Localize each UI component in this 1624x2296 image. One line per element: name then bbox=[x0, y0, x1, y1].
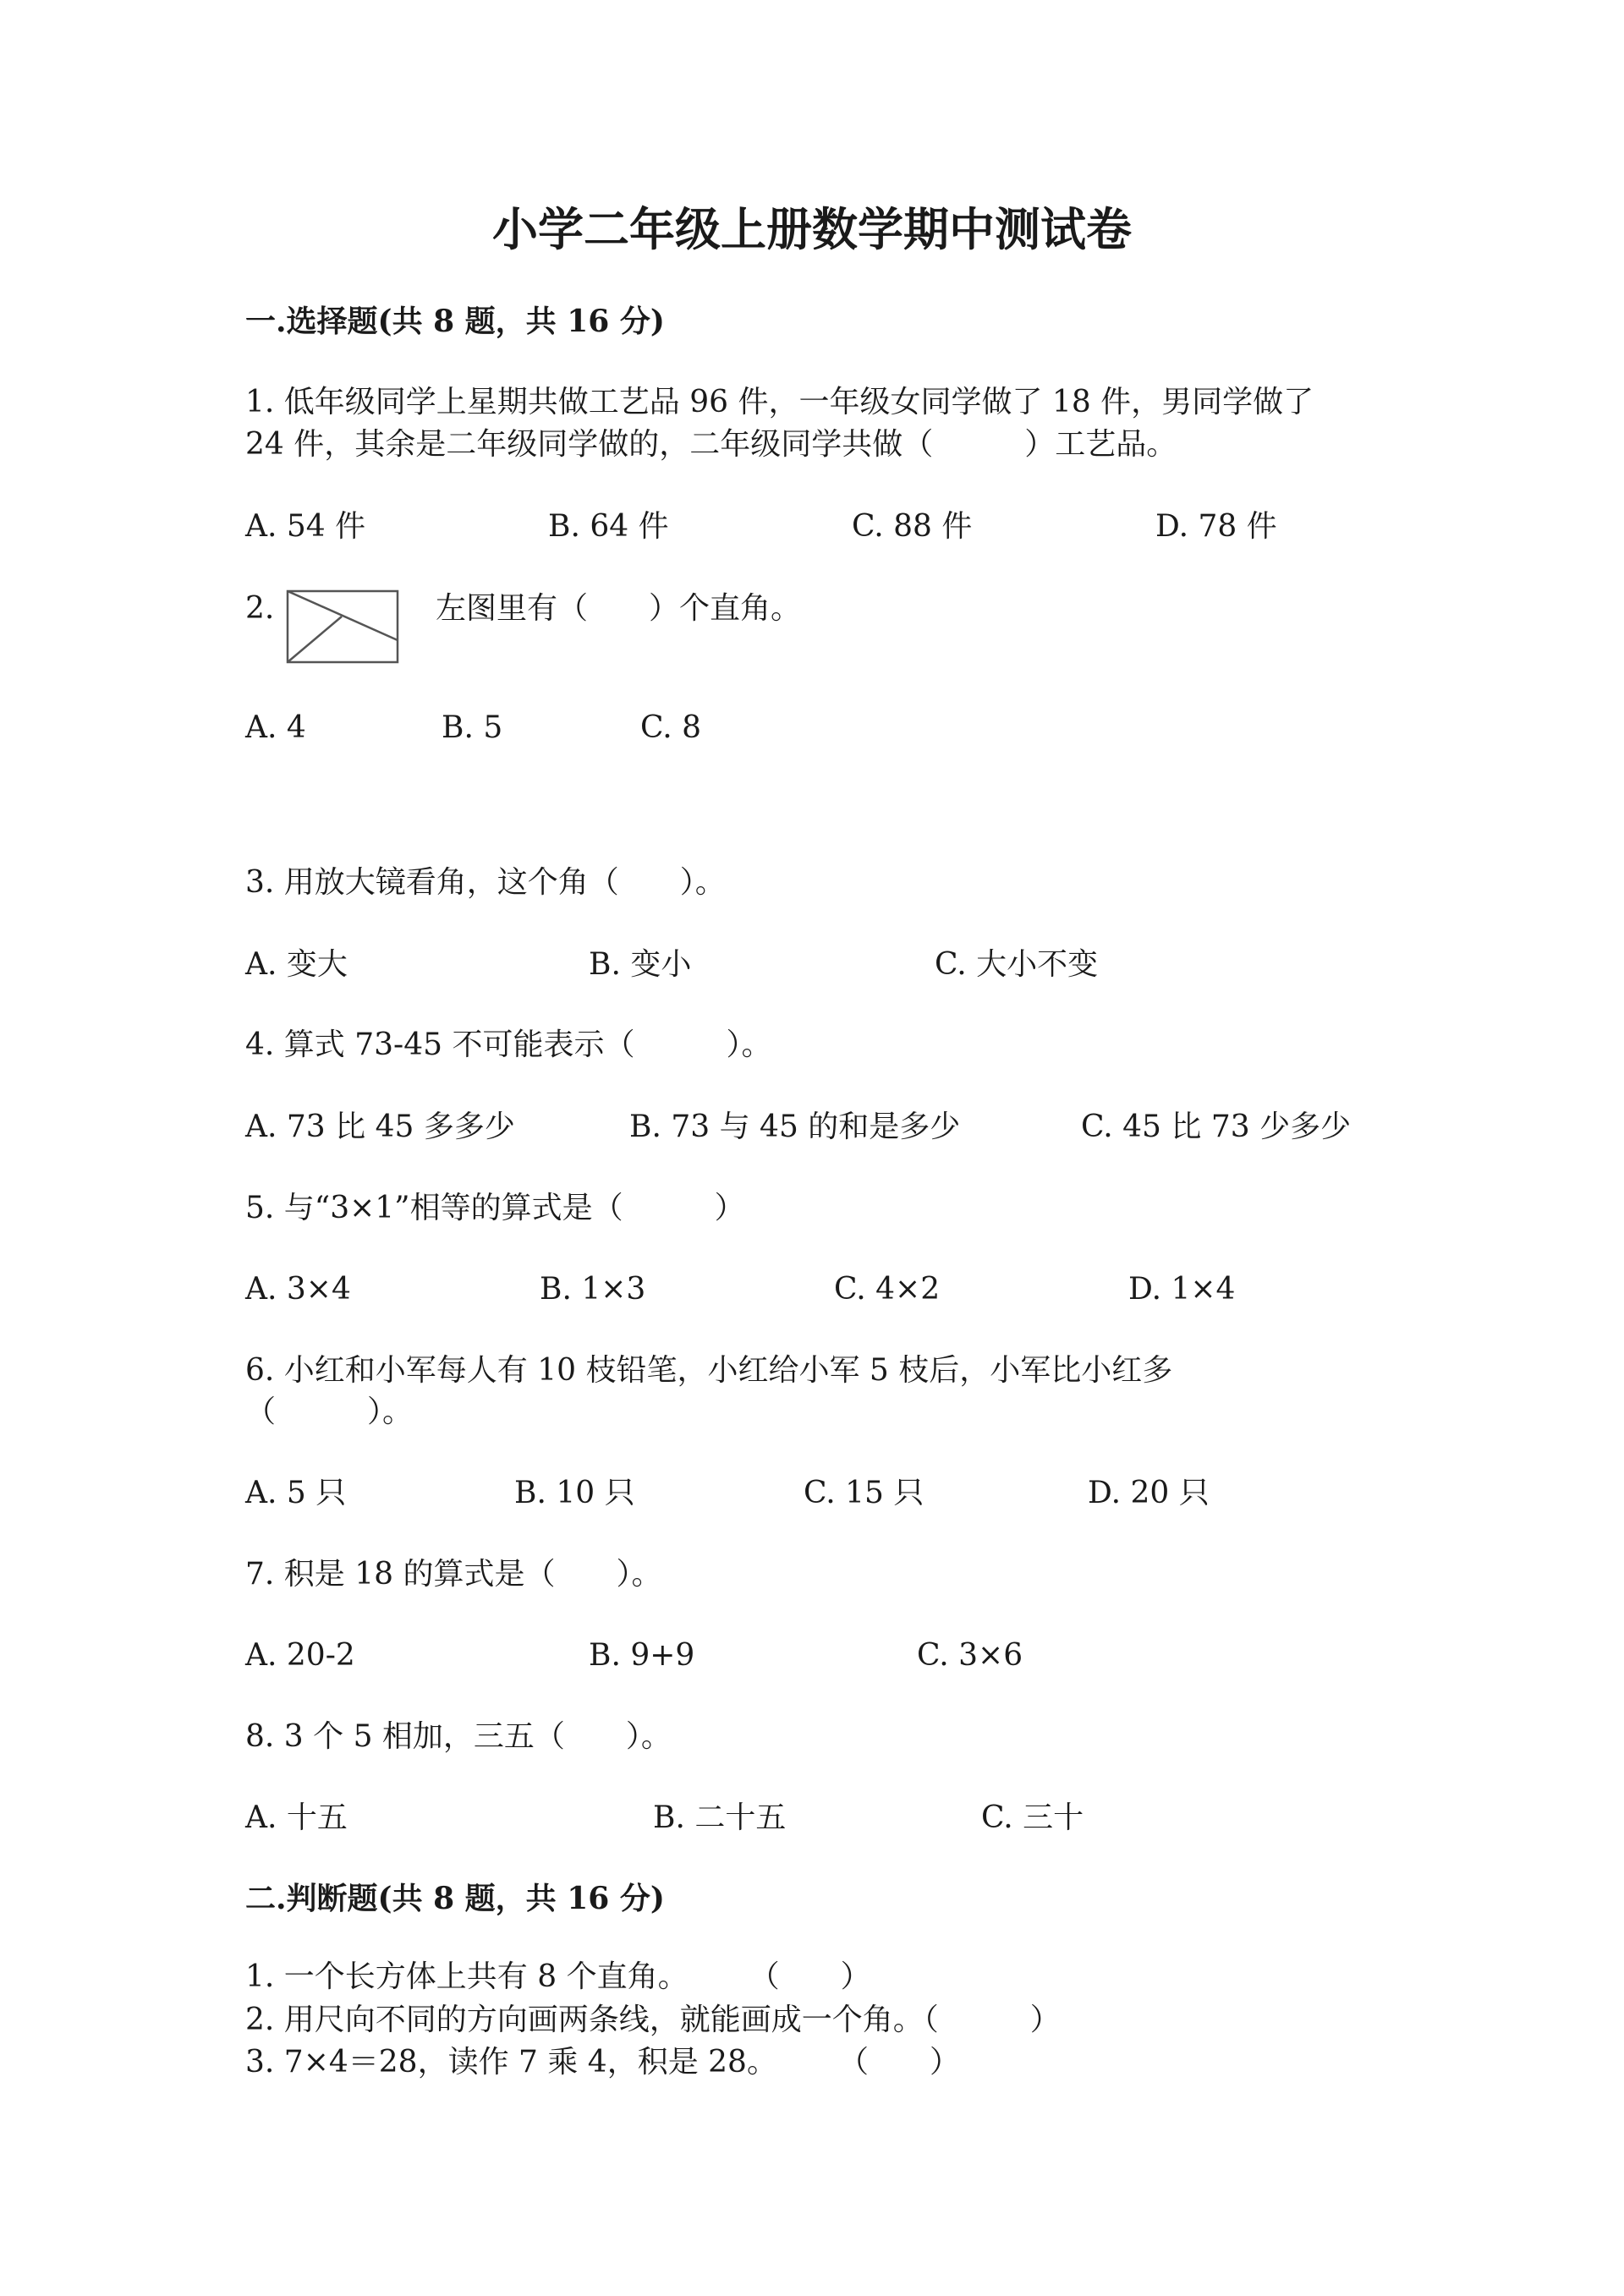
question-1-line-1: 1. 低年级同学上星期共做工艺品 96 件，一年级女同学做了 18 件，男同学做了 bbox=[245, 385, 1314, 419]
envelope-figure bbox=[286, 589, 401, 666]
question-3-line-1: 3. 用放大镜看角，这个角（ ）。 bbox=[245, 865, 726, 900]
question-7-option-b: B. 9+9 bbox=[589, 1638, 695, 1673]
section-heading-judgement: 二.判断题(共 8 题，共 16 分) bbox=[245, 1881, 665, 1916]
section-heading-choice: 一.选择题(共 8 题，共 16 分) bbox=[245, 304, 665, 339]
question-6-line-2: （ ）。 bbox=[245, 1395, 414, 1429]
question-1-option-d: D. 78 件 bbox=[1155, 509, 1277, 544]
question-3-option-a: A. 变大 bbox=[245, 947, 348, 982]
question-3-option-c: C. 大小不变 bbox=[935, 947, 1099, 982]
question-3-option-b: B. 变小 bbox=[589, 947, 692, 982]
question-8-option-c: C. 三十 bbox=[981, 1800, 1084, 1835]
question-2-option-c: C. 8 bbox=[640, 710, 702, 745]
question-4-line-1: 4. 算式 73-45 不可能表示（ ）。 bbox=[245, 1027, 772, 1062]
question-6-option-a: A. 5 只 bbox=[245, 1476, 347, 1510]
page-title: 小学二年级上册数学期中测试卷 bbox=[492, 202, 1132, 256]
judgement-item-3: 3. 7×4＝28，读作 7 乘 4，积是 28。 （ ） bbox=[245, 2045, 960, 2080]
question-7-option-a: A. 20-2 bbox=[245, 1638, 355, 1673]
question-1-option-c: C. 88 件 bbox=[852, 509, 973, 544]
question-5-line-1: 5. 与“3×1”相等的算式是（ ） bbox=[245, 1191, 745, 1225]
question-5-option-d: D. 1×4 bbox=[1128, 1272, 1236, 1307]
question-1-option-b: B. 64 件 bbox=[548, 509, 669, 544]
question-2-text: 左图里有（ ）个直角。 bbox=[436, 591, 802, 626]
judgement-item-1: 1. 一个长方体上共有 8 个直角。 （ ） bbox=[245, 1959, 871, 1994]
question-8-option-b: B. 二十五 bbox=[653, 1800, 787, 1835]
question-4-option-a: A. 73 比 45 多多少 bbox=[245, 1110, 515, 1144]
question-5-option-c: C. 4×2 bbox=[834, 1272, 941, 1307]
question-6-option-c: C. 15 只 bbox=[804, 1476, 924, 1510]
question-8-option-a: A. 十五 bbox=[245, 1800, 348, 1835]
judgement-item-2: 2. 用尺向不同的方向画两条线，就能画成一个角。（ ） bbox=[245, 2003, 1061, 2037]
question-2-number: 2. bbox=[245, 591, 275, 626]
question-7-line-1: 7. 积是 18 的算式是（ ）。 bbox=[245, 1557, 662, 1592]
question-5-option-a: A. 3×4 bbox=[245, 1272, 351, 1307]
question-6-option-d: D. 20 只 bbox=[1088, 1476, 1210, 1510]
question-5-option-b: B. 1×3 bbox=[540, 1272, 646, 1307]
question-7-option-c: C. 3×6 bbox=[917, 1638, 1023, 1673]
question-8-line-1: 8. 3 个 5 相加，三五（ ）。 bbox=[245, 1719, 672, 1754]
question-1-option-a: A. 54 件 bbox=[245, 509, 366, 544]
question-4-option-b: B. 73 与 45 的和是多少 bbox=[629, 1110, 961, 1144]
question-2-option-a: A. 4 bbox=[245, 710, 306, 745]
question-6-line-1: 6. 小红和小军每人有 10 枝铅笔，小红给小军 5 枝后，小军比小红多 bbox=[245, 1353, 1173, 1388]
question-2-option-b: B. 5 bbox=[442, 710, 503, 745]
question-6-option-b: B. 10 只 bbox=[514, 1476, 635, 1510]
question-4-option-c: C. 45 比 73 少多少 bbox=[1081, 1110, 1352, 1144]
question-1-line-2: 24 件，其余是二年级同学做的，二年级同学共做（ ）工艺品。 bbox=[245, 427, 1177, 462]
